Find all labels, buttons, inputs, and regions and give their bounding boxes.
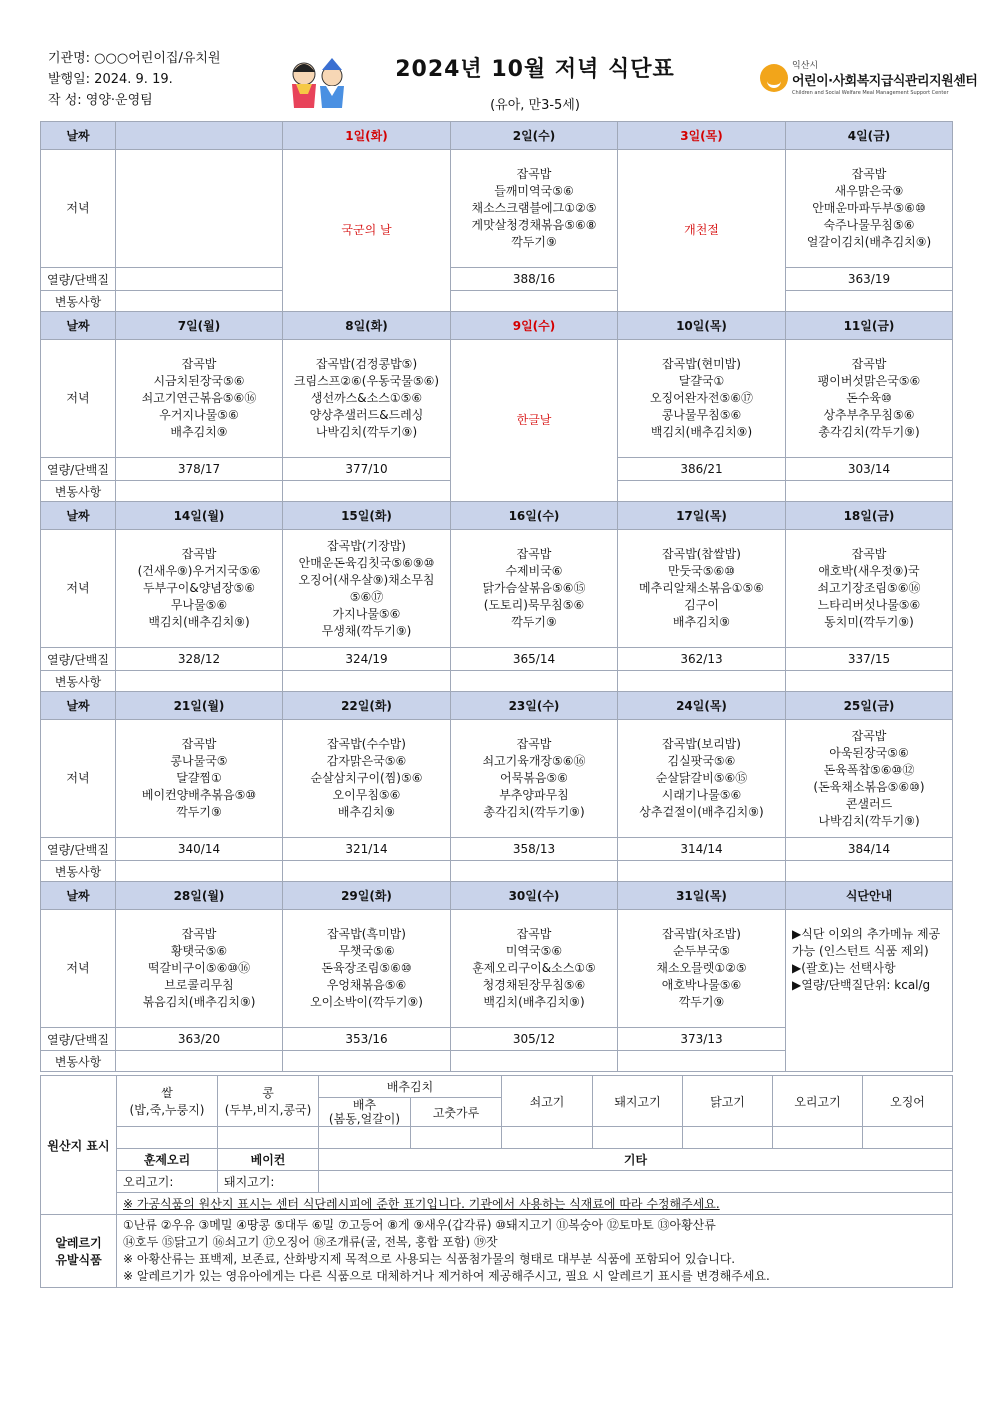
menu-cell — [618, 720, 786, 838]
center-logo — [760, 58, 978, 106]
menu-item: 잡곡밥(수수밥) — [327, 737, 406, 751]
origin-value — [863, 1127, 953, 1149]
changes-cell — [786, 671, 953, 692]
changes-label: 변동사항 — [41, 481, 116, 502]
origin-bean: 콩 (두부,비지,콩국) — [218, 1076, 319, 1127]
menu-item: 잡곡밥 — [516, 927, 552, 941]
week-2-dinner-row — [41, 340, 953, 458]
menu-item: 상추부추무침⑤⑥ — [823, 408, 915, 422]
menu-item: (돈육채소볶음⑤⑥⑩) — [813, 779, 925, 794]
guide-cell — [786, 910, 953, 1072]
dinner-label: 저녁 — [41, 530, 116, 648]
menu-item: 잡곡밥 — [851, 357, 887, 371]
changes-cell — [451, 1051, 618, 1072]
menu-item: 시래기나물⑤⑥ — [661, 788, 742, 802]
menu-item: 콩나물국⑤ — [170, 754, 228, 768]
menu-item: 오이소박이(깍두기⑨) — [310, 995, 423, 1009]
menu-item: 숙주나물무침⑤⑥ — [823, 218, 915, 232]
week-1-calorie-row — [41, 268, 953, 291]
week-1-changes-row — [41, 291, 953, 312]
changes-cell — [451, 861, 618, 882]
menu-item: 떡갈비구이⑤⑥⑩⑯ — [147, 961, 251, 975]
calorie-cell: 358/13 — [451, 838, 618, 861]
origin-squid: 오징어 — [863, 1076, 953, 1127]
menu-item: 애호박(새우젓⑨)국 — [818, 564, 920, 578]
menu-cell — [786, 720, 953, 838]
menu-item: 새우맑은국⑨ — [834, 184, 904, 198]
menu-item: 백김치(배추김치⑨) — [483, 995, 585, 1009]
day-cell: 3일(목) — [618, 122, 786, 150]
origin-etc: 기타 — [319, 1149, 953, 1171]
day-cell: 10일(목) — [618, 312, 786, 340]
menu-item: 달걀찜① — [176, 771, 222, 785]
menu-cell — [116, 340, 283, 458]
day-cell: 16일(수) — [451, 502, 618, 530]
calorie-cell: 321/14 — [283, 838, 451, 861]
origin-label: 원산지 표시 — [41, 1076, 117, 1215]
allergy-line-2: ⑭호두 ⑮닭고기 ⑯쇠고기 ⑰오징어 ⑱조개류(굴, 전복, 홍합 포함) ⑲잣 — [123, 1235, 498, 1249]
menu-item: 베이컨양배추볶음⑤⑩ — [141, 788, 257, 802]
calorie-cell: 324/19 — [283, 648, 451, 671]
menu-item: 잡곡밥 — [851, 167, 887, 181]
menu-item: 닭가슴살볶음⑤⑥⑮ — [482, 581, 586, 595]
dinner-menu-table — [40, 121, 953, 1072]
menu-item: 오이무침⑤⑥ — [332, 788, 401, 802]
menu-item: 애호박나물⑤⑥ — [661, 978, 742, 992]
changes-label: 변동사항 — [41, 291, 116, 312]
page-header — [40, 44, 978, 120]
day-cell: 22일(화) — [283, 692, 451, 720]
origin-bacon: 베이컨 — [218, 1149, 319, 1171]
menu-item: 잡곡밥 — [181, 737, 217, 751]
dinner-label: 저녁 — [41, 340, 116, 458]
changes-cell — [116, 481, 283, 502]
changes-cell — [451, 671, 618, 692]
day-cell: 14일(월) — [116, 502, 283, 530]
menu-item: 깍두기⑨ — [176, 805, 222, 819]
guide-line: ▶식단 이외의 추가메뉴 제공 가능 (인스턴트 식품 제외) — [792, 927, 941, 958]
menu-item: 콘샐러드 — [845, 796, 893, 811]
guide-title: 식단안내 — [786, 882, 953, 910]
menu-item: 만둣국⑤⑥⑩ — [667, 564, 736, 578]
menu-cell — [451, 910, 618, 1028]
menu-item: 쇠고기장조림⑤⑥⑯ — [817, 581, 921, 595]
week-3-changes-row — [41, 671, 953, 692]
calorie-cell: 303/14 — [786, 458, 953, 481]
day-cell: 21일(월) — [116, 692, 283, 720]
logo-name: 어린이·사회복지급식관리지원센터 — [792, 74, 978, 89]
menu-item: 얼갈이김치(배추김치⑨) — [806, 235, 932, 249]
menu-item: 훈제오리구이&소스①⑤ — [472, 961, 596, 975]
origin-pepper: 고춧가루 — [411, 1098, 502, 1127]
changes-cell — [283, 861, 451, 882]
day-cell: 11일(금) — [786, 312, 953, 340]
origin-pork-src: 돼지고기: — [218, 1171, 319, 1193]
changes-cell — [283, 671, 451, 692]
menu-item: 돈육폭찹⑤⑥⑩⑫ — [823, 762, 915, 777]
dinner-label: 저녁 — [41, 720, 116, 838]
origin-value — [319, 1127, 411, 1149]
changes-cell — [116, 291, 283, 312]
menu-item: 들깨미역국⑤⑥ — [494, 184, 574, 198]
menu-item: 잡곡밥(현미밥) — [662, 357, 741, 371]
changes-cell — [116, 671, 283, 692]
origin-value — [411, 1127, 502, 1149]
calorie-cell: 362/13 — [618, 648, 786, 671]
menu-cell — [451, 720, 618, 838]
origin-value — [502, 1127, 593, 1149]
menu-item: 우엉채볶음⑤⑥ — [326, 978, 407, 992]
changes-cell — [618, 481, 786, 502]
changes-cell — [618, 861, 786, 882]
day-cell: 30일(수) — [451, 882, 618, 910]
week-2-date-row — [41, 312, 953, 340]
menu-cell — [618, 530, 786, 648]
menu-item: 깍두기⑨ — [511, 235, 557, 249]
menu-item: 잡곡밥(찹쌀밥) — [662, 547, 741, 561]
menu-item: 잡곡밥(차조밥) — [662, 927, 741, 941]
changes-label: 변동사항 — [41, 1051, 116, 1072]
origin-smoked-duck: 훈제오리 — [117, 1149, 218, 1171]
allergy-list — [117, 1215, 953, 1288]
menu-item: 깍두기⑨ — [511, 615, 557, 629]
logo-english: Children and Social Welfare Meal Management Support Center — [792, 90, 949, 96]
origin-value — [117, 1127, 218, 1149]
menu-item: 달걀국① — [678, 374, 725, 388]
calorie-label: 열량/단백질 — [41, 648, 116, 671]
menu-item: 안매운마파두부⑤⑥⑩ — [812, 201, 926, 215]
menu-item: 어묵볶음⑤⑥ — [500, 771, 568, 785]
menu-cell — [786, 150, 953, 268]
menu-item: 무챗국⑤⑥ — [338, 944, 395, 958]
calorie-cell: 365/14 — [451, 648, 618, 671]
menu-item: 양상추샐러드&드레싱 — [309, 408, 424, 422]
origin-value — [683, 1127, 773, 1149]
day-cell: 25일(금) — [786, 692, 953, 720]
menu-item: 배추김치⑨ — [672, 615, 731, 629]
menu-item: 김구이 — [684, 598, 719, 612]
menu-item: 팽이버섯맑은국⑤⑥ — [817, 374, 921, 388]
date-label: 날짜 — [41, 312, 116, 340]
week-3-dinner-row — [41, 530, 953, 648]
changes-cell — [786, 861, 953, 882]
menu-item: 김실팟국⑤⑥ — [667, 754, 736, 768]
origin-src-row — [41, 1171, 953, 1193]
meta-block — [48, 48, 221, 111]
origin-cabbage: 배추 (봄동,얼갈이) — [319, 1098, 411, 1127]
day-cell: 1일(화) — [283, 122, 451, 150]
logo-city: 익산시 — [792, 61, 819, 71]
date-label: 날짜 — [41, 692, 116, 720]
calorie-cell: 388/16 — [451, 268, 618, 291]
allergy-note-1: ※ 아황산류는 표백제, 보존료, 산화방지제 목적으로 사용되는 식품첨가물의 형태로 대부분 식품에 포함되어 있습니다. — [123, 1252, 736, 1266]
origin-value — [593, 1127, 683, 1149]
day-cell: 15일(화) — [283, 502, 451, 530]
origin-pork: 돼지고기 — [593, 1076, 683, 1127]
menu-item: 상추겉절이(배추김치⑨) — [639, 805, 764, 819]
changes-label: 변동사항 — [41, 861, 116, 882]
day-cell: 17일(목) — [618, 502, 786, 530]
origin-rice: 쌀 (밥,죽,누룽지) — [117, 1076, 218, 1127]
calorie-cell: 373/13 — [618, 1028, 786, 1051]
menu-cell — [116, 530, 283, 648]
guide-line: ▶열량/단백질단위: kcal/g — [792, 978, 931, 992]
week-5-dinner-row — [41, 910, 953, 1028]
menu-item: 잡곡밥(흑미밥) — [327, 927, 406, 941]
smile-logo-icon — [760, 64, 788, 92]
week-3-calorie-row — [41, 648, 953, 671]
origin-value-row — [41, 1127, 953, 1149]
calorie-label: 열량/단백질 — [41, 838, 116, 861]
changes-cell — [116, 861, 283, 882]
day-cell: 9일(수) — [451, 312, 618, 340]
origin-etc-value — [319, 1171, 953, 1193]
menu-item: 수제비국⑥ — [505, 564, 563, 578]
date-label: 날짜 — [41, 122, 116, 150]
allergy-line-1: ①난류 ②우유 ③메밀 ④땅콩 ⑤대두 ⑥밀 ⑦고등어 ⑧게 ⑨새우(갑각류) ⑩돼지고기 ⑪복숭아 ⑫토마토 ⑬아황산류 — [123, 1218, 716, 1232]
menu-item: 오징어완자전⑤⑥⑰ — [649, 391, 754, 405]
menu-item: 잡곡밥 — [516, 167, 552, 181]
menu-item: 나박김치(깍두기⑨) — [315, 425, 418, 439]
menu-item: 무나물⑤⑥ — [170, 598, 228, 612]
origin-note-row — [41, 1193, 953, 1215]
allergy-label: 알레르기 유발식품 — [41, 1215, 117, 1288]
holiday-cell: 개천절 — [618, 150, 786, 312]
allergy-note-2: ※ 알레르기가 있는 영유아에게는 다른 식품으로 대체하거나 제거하여 제공해주시고, 필요 시 알레르기 표시를 변경해주세요. — [123, 1269, 770, 1283]
origin-header-row-1 — [41, 1076, 953, 1098]
menu-cell — [283, 530, 451, 648]
week-4-dinner-row — [41, 720, 953, 838]
menu-item: 게맛살청경채볶음⑤⑥⑧ — [471, 218, 597, 232]
calorie-cell: 305/12 — [451, 1028, 618, 1051]
origin-note: ※ 가공식품의 원산지 표시는 센터 식단레시피에 준한 표기입니다. 기관에서 사용하는 식재료에 따라 수정해주세요. — [117, 1193, 953, 1215]
menu-cell — [116, 150, 283, 268]
week-4-date-row — [41, 692, 953, 720]
menu-item: 순살닭갈비⑤⑥⑮ — [655, 771, 748, 785]
menu-cell — [618, 340, 786, 458]
menu-item: 쇠고기연근볶음⑤⑥⑯ — [141, 391, 257, 405]
menu-cell — [116, 910, 283, 1028]
menu-item: 동치미(깍두기⑨) — [824, 615, 914, 629]
menu-item: 순두부국⑤ — [672, 944, 731, 958]
changes-cell — [618, 671, 786, 692]
menu-cell — [116, 720, 283, 838]
changes-cell — [786, 291, 953, 312]
week-5-date-row — [41, 882, 953, 910]
menu-item: 쇠고기육개장⑤⑥⑯ — [482, 754, 586, 768]
menu-item: 채소스크램블에그①②⑤ — [471, 201, 597, 215]
menu-cell — [786, 530, 953, 648]
menu-cell — [786, 340, 953, 458]
origin-allergy-table — [40, 1075, 953, 1288]
day-cell: 8일(화) — [283, 312, 451, 340]
calorie-label: 열량/단백질 — [41, 1028, 116, 1051]
allergy-row — [41, 1215, 953, 1288]
menu-item: 부추양파무침 — [499, 788, 569, 802]
menu-item: 잡곡밥(보리밥) — [662, 737, 741, 751]
menu-item: 미역국⑤⑥ — [505, 944, 563, 958]
menu-item: 총각김치(깍두기⑨) — [483, 805, 585, 819]
menu-item: 무생채(깍두기⑨) — [321, 623, 412, 638]
origin-duck-src: 오리고기: — [117, 1171, 218, 1193]
menu-cell — [618, 910, 786, 1028]
menu-item: (도토리)묵무침⑤⑥ — [483, 598, 585, 612]
calorie-cell: 384/14 — [786, 838, 953, 861]
day-cell — [116, 122, 283, 150]
menu-item: 순살삼치구이(찜)⑤⑥ — [310, 771, 423, 785]
menu-item: 백김치(배추김치⑨) — [650, 425, 753, 439]
origin-value — [218, 1127, 319, 1149]
menu-item: 나박김치(깍두기⑨) — [818, 813, 920, 828]
menu-item: 오징어(새우살⑨)채소무침⑤⑥⑰ — [298, 572, 435, 604]
day-cell: 23일(수) — [451, 692, 618, 720]
origin-value — [773, 1127, 863, 1149]
calorie-cell: 363/20 — [116, 1028, 283, 1051]
menu-cell — [451, 530, 618, 648]
menu-cell — [283, 720, 451, 838]
week-1-date-row — [41, 122, 953, 150]
day-cell: 7일(월) — [116, 312, 283, 340]
holiday-cell: 국군의 날 — [283, 150, 451, 312]
menu-item: 잡곡밥 — [851, 728, 887, 743]
calorie-cell: 314/14 — [618, 838, 786, 861]
menu-item: 청경채된장무침⑤⑥ — [482, 978, 586, 992]
changes-cell — [786, 481, 953, 502]
dinner-label: 저녁 — [41, 150, 116, 268]
calorie-label: 열량/단백질 — [41, 268, 116, 291]
calorie-cell: 363/19 — [786, 268, 953, 291]
day-cell: 28일(월) — [116, 882, 283, 910]
menu-item: 아욱된장국⑤⑥ — [829, 745, 909, 760]
menu-item: 메추리알채소볶음①⑤⑥ — [638, 581, 764, 595]
calorie-cell: 378/17 — [116, 458, 283, 481]
menu-item: 잡곡밥(검정콩밥⑤) — [315, 357, 418, 371]
menu-item: 느타리버섯나물⑤⑥ — [817, 598, 921, 612]
page-title: 2024년 10월 저녁 식단표 — [395, 57, 675, 82]
week-4-calorie-row — [41, 838, 953, 861]
week-1-dinner-row — [41, 150, 953, 268]
menu-item: 채소오믈렛①②⑤ — [656, 961, 747, 975]
changes-cell — [283, 1051, 451, 1072]
dinner-label: 저녁 — [41, 910, 116, 1028]
calorie-cell — [116, 268, 283, 291]
menu-item: 깍두기⑨ — [678, 995, 725, 1009]
menu-item: 시금치된장국⑤⑥ — [153, 374, 245, 388]
week-3-date-row — [41, 502, 953, 530]
changes-label: 변동사항 — [41, 671, 116, 692]
calorie-label: 열량/단백질 — [41, 458, 116, 481]
author-label: 작 성: 영양·운영팀 — [48, 93, 153, 108]
week-4-changes-row — [41, 861, 953, 882]
menu-item: 잡곡밥 — [181, 357, 217, 371]
menu-item: 배추김치⑨ — [170, 425, 228, 439]
page-subtitle: (유아, 만3-5세) — [490, 98, 580, 113]
calorie-cell: 328/12 — [116, 648, 283, 671]
calorie-cell: 340/14 — [116, 838, 283, 861]
day-cell: 24일(목) — [618, 692, 786, 720]
menu-item: 볶음김치(배추김치⑨) — [142, 995, 256, 1009]
menu-item: 돈육장조림⑤⑥⑩ — [321, 961, 412, 975]
menu-item: 크림스프②⑥(우동국물⑤⑥) — [293, 374, 440, 388]
menu-item: 가지나물⑤⑥ — [332, 606, 401, 621]
menu-item: 잡곡밥 — [851, 547, 887, 561]
day-cell: 18일(금) — [786, 502, 953, 530]
issue-date: 발행일: 2024. 9. 19. — [48, 72, 173, 87]
changes-cell — [451, 291, 618, 312]
date-label: 날짜 — [41, 502, 116, 530]
menu-item: 콩나물무침⑤⑥ — [661, 408, 742, 422]
day-cell: 29일(화) — [283, 882, 451, 910]
changes-cell — [116, 1051, 283, 1072]
menu-item: 돈수육⑩ — [846, 391, 892, 405]
menu-cell — [451, 150, 618, 268]
menu-item: 잡곡밥 — [516, 737, 552, 751]
menu-item: 총각김치(깍두기⑨) — [818, 425, 920, 439]
day-cell: 2일(수) — [451, 122, 618, 150]
menu-item: 잡곡밥(기장밥) — [327, 538, 406, 553]
origin-beef: 쇠고기 — [502, 1076, 593, 1127]
origin-chicken: 닭고기 — [683, 1076, 773, 1127]
menu-item: 잡곡밥 — [516, 547, 552, 561]
menu-item: 백김치(배추김치⑨) — [148, 615, 250, 629]
origin-kimchi: 배추김치 — [319, 1076, 502, 1098]
changes-cell — [283, 481, 451, 502]
menu-cell — [283, 910, 451, 1028]
calorie-cell: 337/15 — [786, 648, 953, 671]
origin-header-row-3 — [41, 1149, 953, 1171]
menu-item: 안매운돈육김칫국⑤⑥⑨⑩ — [298, 555, 435, 570]
holiday-cell: 한글날 — [451, 340, 618, 502]
day-cell: 31일(목) — [618, 882, 786, 910]
menu-cell — [283, 340, 451, 458]
calorie-cell: 386/21 — [618, 458, 786, 481]
menu-item: 잡곡밥 — [181, 547, 217, 561]
menu-item: 잡곡밥 — [181, 927, 217, 941]
menu-item: 브로콜리무침 — [164, 978, 234, 992]
day-cell: 4일(금) — [786, 122, 953, 150]
changes-cell — [618, 1051, 786, 1072]
menu-item: 배추김치⑨ — [337, 805, 396, 819]
guide-line: ▶(괄호)는 선택사항 — [792, 961, 896, 975]
date-label: 날짜 — [41, 882, 116, 910]
menu-item: 생선까스&소스①⑤⑥ — [310, 391, 423, 405]
menu-item: (건새우⑨)우거지국⑤⑥ — [137, 564, 261, 578]
menu-item: 황탯국⑤⑥ — [170, 944, 228, 958]
menu-item: 감자맑은국⑤⑥ — [326, 754, 407, 768]
menu-item: 두부구이&양념장⑤⑥ — [142, 581, 256, 595]
origin-duck: 오리고기 — [773, 1076, 863, 1127]
org-label: 기관명: ○○○어린이집/유치원 — [48, 51, 221, 66]
menu-item: 우거지나물⑤⑥ — [159, 408, 239, 422]
calorie-cell: 377/10 — [283, 458, 451, 481]
calorie-cell: 353/16 — [283, 1028, 451, 1051]
